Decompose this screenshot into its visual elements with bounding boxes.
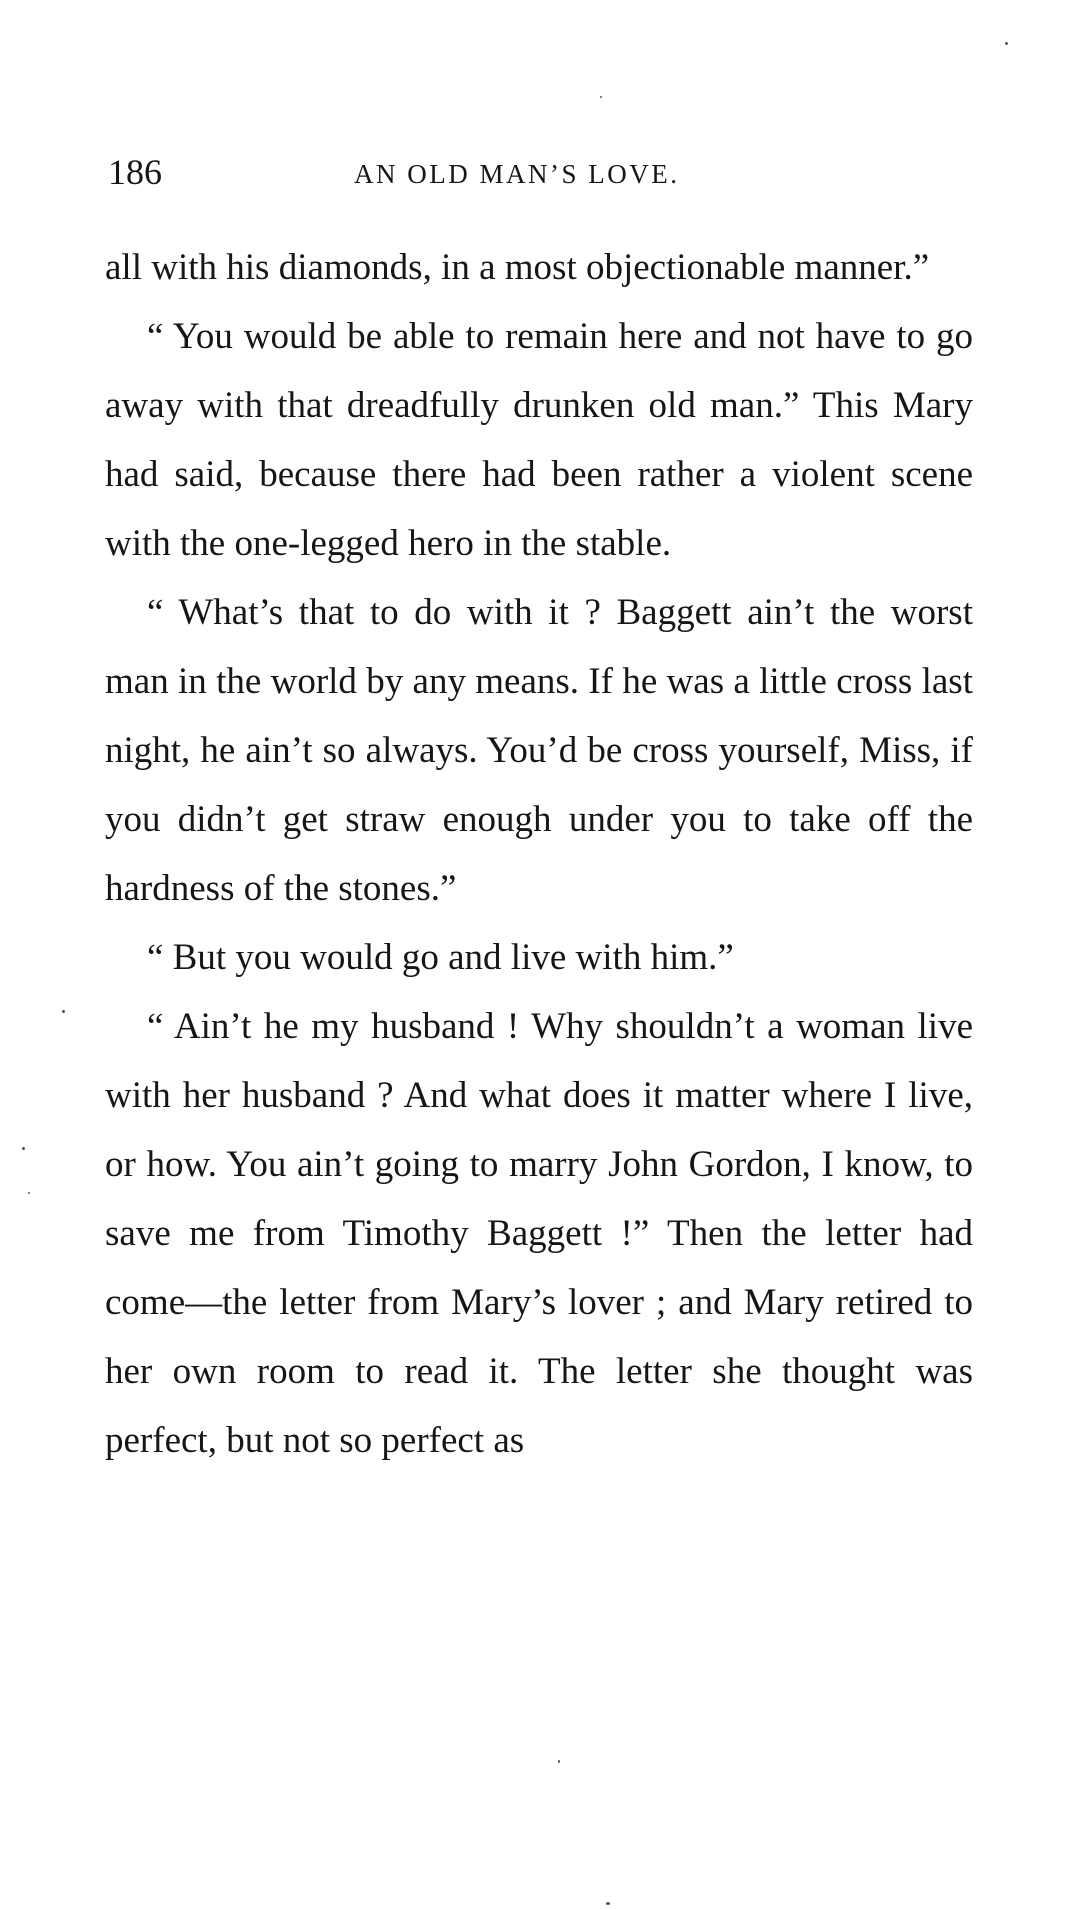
scan-speck: [22, 1147, 25, 1150]
paragraph-5: “ Ain’t he my husband ! Why shouldn’t a woman live with her husband ? And what does it matter where I live, or how. You ain’t going to marry John Gordon, I know, to save me from Timothy Baggett !” Then the letter had come—the letter from Mary’s lover ; and Mary retired to her own room to read it. The letter she thought was perfect, but not so perfect as: [105, 1006, 973, 1461]
paragraph-2: “ You would be able to remain here and not have to go away with that dreadfully drunken old man.” This Mary had said, because there had been rather a violent scene with the one-legged hero in the stable.: [105, 316, 973, 564]
scan-speck: [558, 1760, 560, 1763]
scan-speck: [606, 1902, 610, 1905]
running-title: AN OLD MAN’S LOVE.: [354, 159, 680, 189]
paragraph-1: all with his diamonds, in a most objectionable manner.”: [105, 247, 930, 288]
page-number: 186: [108, 152, 162, 192]
body-text: [105, 233, 973, 1475]
scan-speck: [1005, 42, 1008, 45]
scan-speck: [28, 1192, 30, 1194]
paragraph-3: “ What’s that to do with it ? Baggett ain’t the worst man in the world by any means. If he was a little cross last night, he ain’t so always. You’d be cross yourself, Miss, if you didn’t get straw enough under you to take off the hardness of the stones.”: [105, 592, 973, 909]
page-header: [108, 150, 976, 194]
paragraph-4: “ But you would go and live with him.”: [147, 937, 734, 978]
scan-speck: [62, 1010, 65, 1013]
scan-speck: [600, 96, 602, 98]
